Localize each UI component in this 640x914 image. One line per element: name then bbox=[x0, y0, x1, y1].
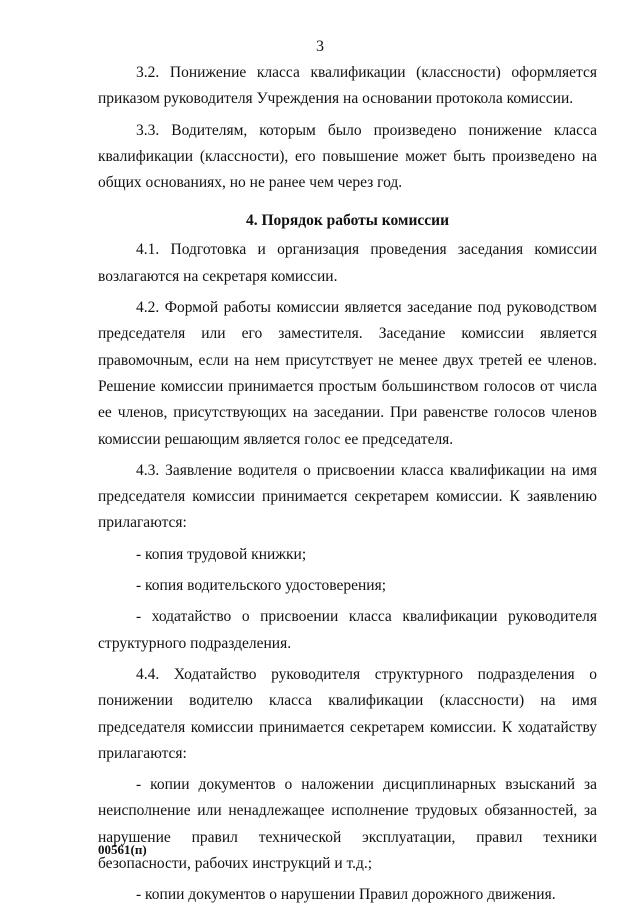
list-item-disciplinary-docs: - копии документов о наложении дисциплинарных взысканий за неисполнение или ненадлежащее исполнение трудовых обязанностей, за нарушение правил технической эксплуатации, правил техники безопасности, рабочих инструкций и т.д.; bbox=[98, 776, 597, 873]
list-item-traffic-violation-docs: - копии документов о нарушении Правил дорожного движения. bbox=[136, 886, 556, 904]
paragraph-3-2: 3.2. Понижение класса квалификации (классности) оформляется приказом руководителя Учреждения на основании протокола комиссии. bbox=[98, 64, 597, 108]
list-item-license-copy: - копия водительского удостоверения; bbox=[136, 577, 387, 595]
list-item-work-book-copy: - копия трудовой книжки; bbox=[136, 545, 307, 563]
paragraph-4-3: 4.3. Заявление водителя о присвоении класса квалификации на имя председателя комиссии принимается секретарем комиссии. К заявлению прилагаются: bbox=[98, 461, 597, 532]
paragraph-4-4: 4.4. Ходатайство руководителя структурного подразделения о понижении водителю класса квалификации (классности) на имя председателя комиссии принимается секретарем комиссии. К ходатайству прилагаются: bbox=[98, 665, 597, 762]
document-code: 00561(п) bbox=[98, 842, 147, 857]
list-item-petition: - ходатайство о присвоении класса квалификации руководителя структурного подразделения. bbox=[98, 608, 597, 652]
document-body bbox=[98, 60, 597, 914]
paragraph-4-2: 4.2. Формой работы комиссии является заседание под руководством председателя или его заместителя. Заседание комиссии является правомочным, если на нем присутствует не менее двух третей ее членов. Решение комиссии принимается простым большинством голосов от числа ее членов, присутствующих на заседании. При равенстве голосов членов комиссии решающим является голос ее председателя. bbox=[98, 299, 597, 448]
section-4-heading: 4. Порядок работы комиссии bbox=[245, 212, 450, 230]
paragraph-3-3: 3.3. Водителям, которым было произведено понижение класса квалификации (классности), его повышение может быть произведено на общих основаниях, но не ранее чем через год. bbox=[98, 121, 597, 192]
paragraph-4-1: 4.1. Подготовка и организация проведения заседания комиссии возлагаются на секретаря комиссии. bbox=[98, 241, 597, 285]
page-number: 3 bbox=[316, 38, 324, 55]
